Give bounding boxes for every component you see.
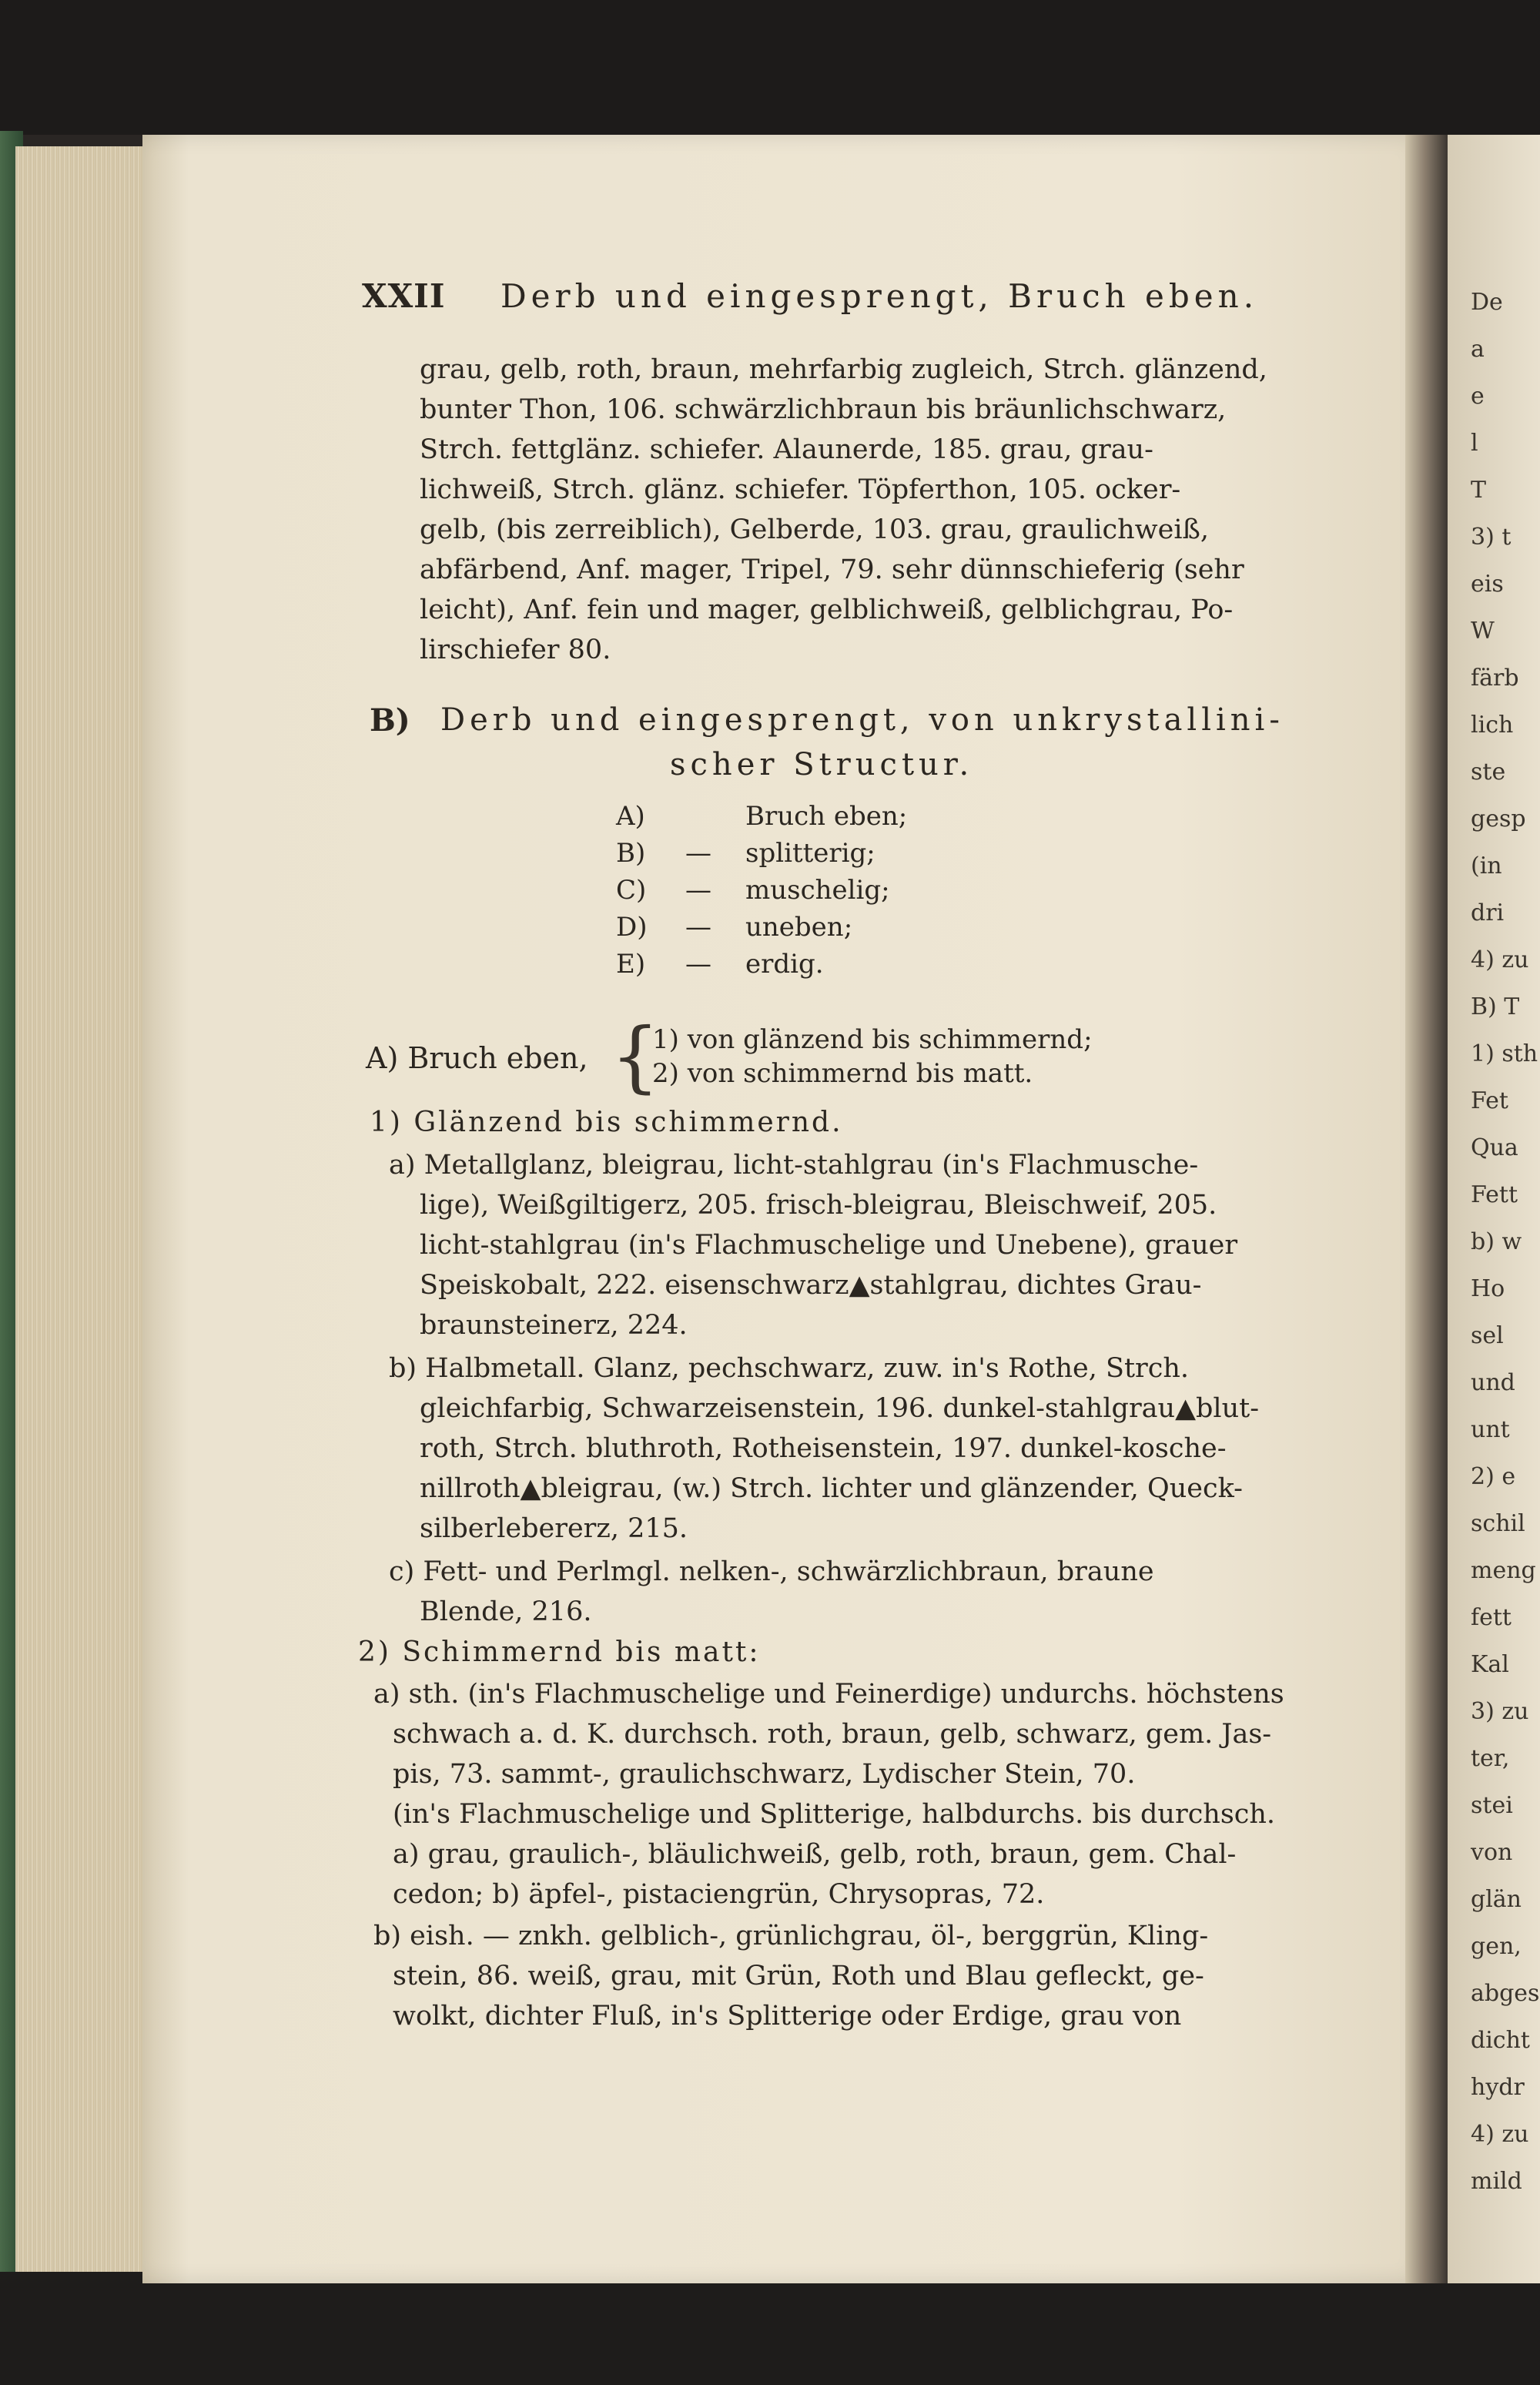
facing-page-text-fragment: Qua (1471, 1134, 1518, 1161)
facing-page-text-fragment: b) w (1471, 1228, 1522, 1255)
facing-page-text-fragment: 1) sth (1471, 1040, 1538, 1067)
split-option: 1) von glänzend bis schimmernd; (652, 1024, 1093, 1055)
facing-page-text-fragment: lich (1471, 712, 1514, 739)
text-line: braunsteinerz, 224. (420, 1310, 688, 1341)
text-line: a) grau, graulich-, bläulichweiß, gelb, roth, braun, gem. Chal- (393, 1839, 1237, 1870)
text-line: a) Metallglanz, bleigrau, licht-stahlgrau (in's Flachmusche- (389, 1150, 1199, 1181)
text-line: nillroth▲bleigrau, (w.) Strch. lichter und glänzender, Queck- (420, 1473, 1243, 1504)
split-option: 2) von schimmernd bis matt. (652, 1058, 1033, 1089)
text-line: licht-stahlgrau (in's Flachmuschelige und Unebene), grauer (420, 1230, 1238, 1261)
text-line: abfärbend, Anf. mager, Tripel, 79. sehr dünnschieferig (sehr (420, 554, 1244, 585)
facing-page-text-fragment: abges (1471, 1980, 1540, 2007)
brace-icon: { (611, 1011, 660, 1101)
text-line: cedon; b) äpfel-, pistaciengrün, Chrysopras, 72. (393, 1879, 1045, 1910)
facing-page-text-fragment: meng (1471, 1557, 1536, 1584)
text-line: grau, gelb, roth, braun, mehrfarbig zugleich, Strch. glänzend, (420, 354, 1267, 385)
facing-page-text-fragment: (in (1471, 853, 1502, 879)
facing-page-text-fragment: Fett (1471, 1181, 1518, 1208)
facing-page-text-fragment: ter, (1471, 1745, 1510, 1772)
text-line: lige), Weißgiltigerz, 205. frisch-bleigrau, Bleischweif, 205. (420, 1190, 1217, 1221)
text-line: c) Fett- und Perlmgl. nelken-, schwärzlichbraun, braune (389, 1556, 1154, 1587)
text-line: b) Halbmetall. Glanz, pechschwarz, zuw. in's Rothe, Strch. (389, 1353, 1190, 1384)
text-line: wolkt, dichter Fluß, in's Splitterige oder Erdige, grau von (393, 2001, 1182, 2032)
facing-page-text-fragment: färb (1471, 665, 1519, 692)
facing-page-text-fragment: e (1471, 383, 1485, 410)
facing-page-fragment (1448, 135, 1540, 2283)
page-header (362, 277, 1294, 323)
facing-page-text-fragment: hydr (1471, 2074, 1525, 2101)
facing-page-text-fragment: ste (1471, 759, 1506, 786)
text-line: roth, Strch. bluthroth, Rotheisenstein, 197. dunkel-kosche- (420, 1433, 1227, 1464)
facing-page-text-fragment: W (1471, 618, 1495, 645)
facing-page-text-fragment: mild (1471, 2168, 1522, 2195)
text-line: b) eish. — znkh. gelblich-, grünlichgrau, öl-, berggrün, Kling- (373, 1921, 1209, 1951)
facing-page-text-fragment: schil (1471, 1510, 1525, 1537)
text-line: gelb, (bis zerreiblich), Gelberde, 103. grau, graulichweiß, (420, 514, 1210, 545)
section-title-line: scher Structur. (670, 747, 974, 782)
facing-page-text-fragment: gen, (1471, 1933, 1522, 1960)
list-item: E) — erdig. (616, 949, 824, 980)
subheading: 1) Glänzend bis schimmernd. (370, 1107, 843, 1138)
facing-page-text-fragment: gesp (1471, 806, 1526, 832)
facing-page-text-fragment: Kal (1471, 1651, 1509, 1678)
facing-page-text-fragment: a (1471, 336, 1485, 363)
subheading: 2) Schimmernd bis matt: (358, 1636, 761, 1668)
text-line: leicht), Anf. fein und mager, gelblichweiß, gelblichgrau, Po- (420, 595, 1234, 625)
facing-page-text-fragment: Fet (1471, 1087, 1508, 1114)
facing-page-text-fragment: fett (1471, 1604, 1512, 1631)
text-line: gleichfarbig, Schwarzeisenstein, 196. dunkel-stahlgrau▲blut- (420, 1393, 1260, 1424)
facing-page-text-fragment: 4) zu (1471, 2121, 1529, 2148)
facing-page-text-fragment: T (1471, 477, 1487, 504)
facing-page-text-fragment: l (1471, 430, 1478, 457)
facing-page-text-fragment: sel (1471, 1322, 1504, 1349)
section-title-line: Derb und eingesprengt, von unkrystallini- (440, 702, 1284, 738)
text-line: Blende, 216. (420, 1596, 592, 1627)
text-line: lirschiefer 80. (420, 635, 611, 665)
page-number: XXII (362, 277, 446, 315)
facing-page-text-fragment: De (1471, 289, 1503, 316)
facing-page-text-fragment: 4) zu (1471, 946, 1529, 973)
list-item: D) — uneben; (616, 912, 853, 943)
book-gutter (1405, 135, 1448, 2283)
text-line: (in's Flachmuschelige und Splitterige, halbdurchs. bis durchsch. (393, 1799, 1276, 1830)
facing-page-text-fragment: B) T (1471, 993, 1520, 1020)
list-item: B) — splitterig; (616, 838, 875, 869)
facing-page-text-fragment: von (1471, 1839, 1513, 1866)
facing-page-text-fragment: Ho (1471, 1275, 1505, 1302)
text-line: a) sth. (in's Flachmuschelige und Feinerdige) undurchs. höchstens (373, 1679, 1284, 1710)
text-line: schwach a. d. K. durchsch. roth, braun, gelb, schwarz, gem. Jas- (393, 1719, 1272, 1750)
facing-page-text-fragment: dri (1471, 899, 1505, 926)
section-a-split (366, 1011, 1213, 1101)
facing-page-text-fragment: unt (1471, 1416, 1510, 1443)
text-line: Speiskobalt, 222. eisenschwarz▲stahlgrau, dichtes Grau- (420, 1270, 1202, 1301)
facing-page-text-fragment: 3) t (1471, 524, 1512, 551)
split-label: A) Bruch eben, (366, 1041, 588, 1075)
facing-page-text-fragment: 3) zu (1471, 1698, 1529, 1725)
text-line: silberlebererz, 215. (420, 1513, 688, 1544)
facing-page-text-fragment: eis (1471, 571, 1504, 598)
section-label: B) (370, 702, 410, 739)
list-item: A) Bruch eben; (616, 801, 908, 832)
text-line: Strch. fettglänz. schiefer. Alaunerde, 185. grau, grau- (420, 434, 1153, 465)
text-line: stein, 86. weiß, grau, mit Grün, Roth und Blau gefleckt, ge- (393, 1961, 1204, 1991)
text-line: lichweiß, Strch. glänz. schiefer. Töpferthon, 105. ocker- (420, 474, 1181, 505)
running-title: Derb und eingesprengt, Bruch eben. (500, 277, 1259, 315)
facing-page-text-fragment: und (1471, 1369, 1515, 1396)
text-line: pis, 73. sammt-, graulichschwarz, Lydischer Stein, 70. (393, 1759, 1136, 1790)
facing-page-text-fragment: 2) e (1471, 1463, 1516, 1490)
facing-page-text-fragment: glän (1471, 1886, 1522, 1913)
facing-page-text-fragment: dicht (1471, 2027, 1530, 2054)
subsection-list (616, 801, 907, 986)
facing-page-text-fragment: stei (1471, 1792, 1513, 1819)
list-item: C) — muschelig; (616, 875, 890, 906)
text-line: bunter Thon, 106. schwärzlichbraun bis bräunlichschwarz, (420, 394, 1227, 425)
scan-background-top (0, 0, 1540, 135)
